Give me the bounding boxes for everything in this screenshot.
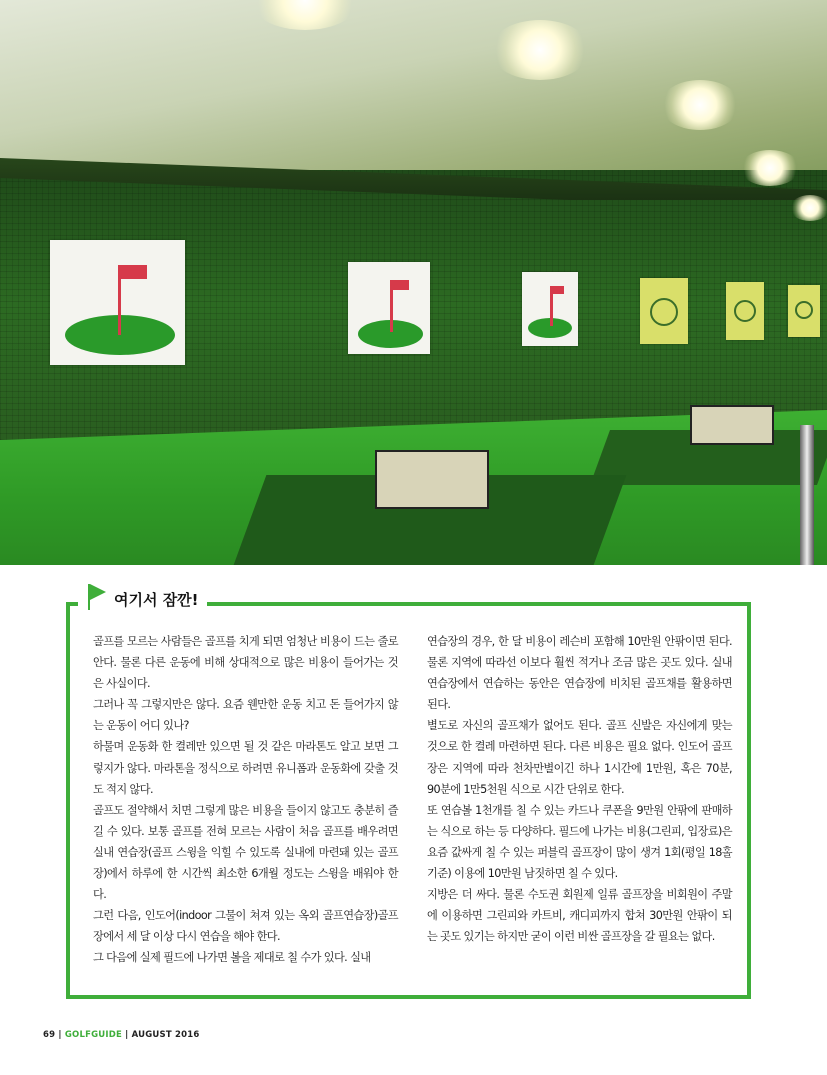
paragraph: 그런 다음, 인도어(indoor 그물이 쳐져 있는 옥외 골프연습장)골프장에서 세 달 이상 다시 연습을 해야 한다.	[93, 909, 398, 944]
page-footer	[43, 1030, 199, 1040]
ceiling-light	[490, 20, 590, 80]
golf-flag-icon	[86, 582, 108, 612]
issue-date: AUGUST 2016	[131, 1030, 200, 1040]
ball-dispenser	[690, 405, 774, 445]
flag-banner	[522, 272, 578, 346]
paragraph: 지방은 더 싸다. 물론 수도권 회원제 일류 골프장을 비회원이 주말에 이용하면 그린피와 카트비, 캐디피까지 합쳐 30만원 안팎이 되는 곳도 있기는 하지만 굳이 이런 비싼 골프장을 갈 필요는 없다.	[427, 888, 732, 944]
target-banner	[726, 282, 764, 340]
separator: |	[55, 1030, 65, 1040]
paragraph: 골프도 절약해서 치면 그렇게 많은 비용을 들이지 않고도 충분히 즐길 수 있다. 보통 골프를 전혀 모르는 사람이 처음 골프를 배우려면 실내 연습장(골프 스윙을 익힐 수 있도록 실내에 마련돼 있는 골프장)에서 하루에 한 시간씩 최소한 6개월 정도는 스윙을 배워야 한다.	[93, 803, 398, 902]
paragraph: 또 연습볼 1천개를 칠 수 있는 카드나 쿠폰을 9만원 안팎에 판매하는 식으로 하는 등 다양하다. 필드에 나가는 비용(그린피, 입장료)은 요즘 값싸게 칠 수 있는 퍼블릭 골프장이 많이 생겨 1회(평일 18홀 기준) 이용에 10만원 남짓하면 칠 수 있다.	[427, 803, 732, 881]
paragraph: 별도로 자신의 골프채가 없어도 된다. 골프 신발은 자신에게 맞는 것으로 한 켤레 마련하면 된다. 다른 비용은 필요 없다. 인도어 골프장은 지역에 따라 천차만별이긴 하나 1시간에 1만원, 혹은 70분, 90분에 1만5천원 식으로 시간 단위로 한다.	[427, 719, 732, 796]
paragraph: 골프를 모르는 사람들은 골프를 치게 되면 엄청난 비용이 드는 줄로 안다. 물론 다른 운동에 비해 상대적으로 많은 비용이 들어가는 것은 사실이다.	[93, 635, 398, 691]
target-banner	[640, 278, 688, 344]
paragraph: 그 다음에 실제 필드에 나가면 볼을 제대로 칠 수가 있다. 실내	[93, 951, 371, 965]
ceiling-light	[790, 195, 827, 221]
paragraph: 그러나 꼭 그렇지만은 않다. 요즘 웬만한 운동 치고 돈 들어가지 않는 운동이 어디 있나?	[93, 698, 398, 733]
stanchion	[800, 425, 814, 565]
left-column	[93, 631, 398, 969]
ceiling-light	[660, 80, 740, 130]
paragraph: 연습장의 경우, 한 달 비용이 레슨비 포함해 10만원 안팎이면 된다. 물론 지역에 따라선 이보다 훨씬 적거나 조금 많은 곳도 있다. 실내 연습장에서 연습하는 동안은 연습장에 비치된 골프채를 활용하면 된다.	[427, 635, 732, 712]
ceiling-light	[740, 150, 800, 186]
sidebar-title: 여기서 잠깐!	[114, 591, 199, 609]
target-banner	[788, 285, 820, 337]
paragraph: 하물며 운동화 한 켤레만 있으면 될 것 같은 마라톤도 알고 보면 그렇지가 않다. 마라톤을 정식으로 하려면 유니폼과 운동화에 갖출 것도 적지 않다.	[93, 740, 398, 796]
sidebar-header	[78, 582, 207, 612]
page-number: 69	[43, 1030, 56, 1040]
flag-banner	[50, 240, 185, 365]
right-column	[427, 631, 732, 947]
separator: |	[122, 1030, 132, 1040]
flag-banner	[348, 262, 430, 354]
ball-dispenser	[375, 450, 489, 509]
magazine-brand: GOLFGUIDE	[64, 1030, 122, 1040]
